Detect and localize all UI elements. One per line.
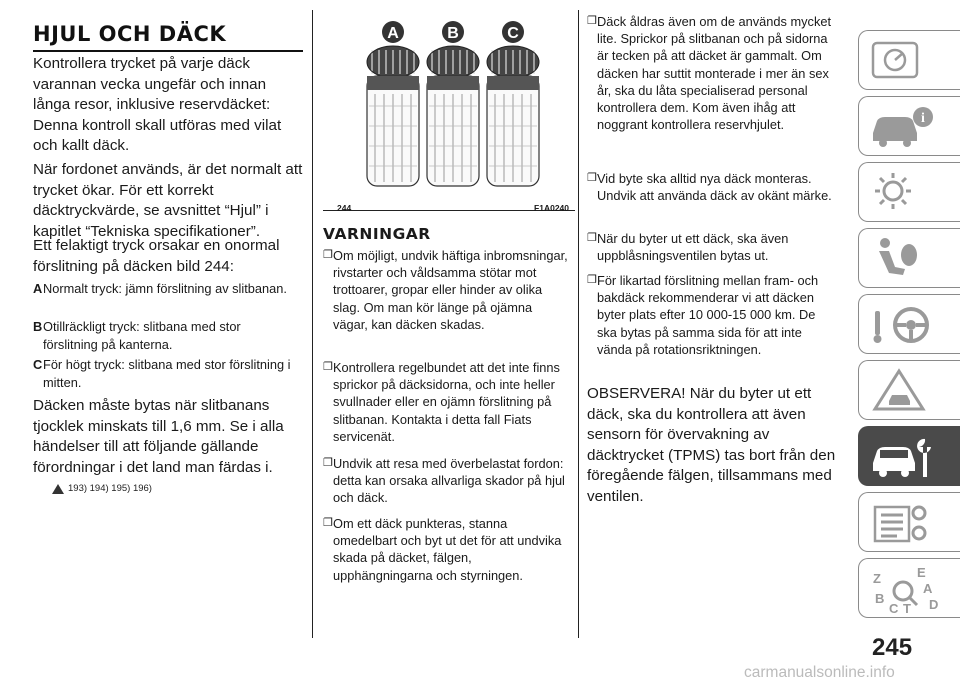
tyre-care-column xyxy=(578,10,846,638)
index-letter: E xyxy=(917,565,926,580)
tab-driving[interactable] xyxy=(858,294,960,354)
figure-label: A xyxy=(387,25,399,42)
index-letter: B xyxy=(875,591,885,606)
page-number: 245 xyxy=(872,634,913,661)
figure-number: 244 xyxy=(337,203,352,213)
list-item: ❐Om möjligt, undvik häftiga inbromsningar, rivstarter och våldsamma stötar mot trottoarer, gropar eller hinder av olika slag. Om man kör länge på ojämna vägar, kan däcken skadas. xyxy=(323,248,568,332)
paragraph-check-pressure: Kontrollera trycket på varje däck varannan vecka ungefär och innan långa resor, inklusive reservdäcket: Denna kontroll skall utföras med vilat och kallt däck. xyxy=(33,55,282,154)
tab-safety[interactable] xyxy=(858,228,960,288)
list-item: ❐Däck åldras även om de används mycket lite. Sprickor på slitbanan och på sidorna är tecken på att däcket är gammalt. Om däcken har suttit monterade i mer än sex år, ska du låta specialiserad personal kontrollera dem. Kom även ihåg att noggrant kontrollera reservhjulet. xyxy=(587,14,832,133)
checkbox-bullet-icon: ❐ xyxy=(587,172,597,184)
checkbox-bullet-icon: ❐ xyxy=(323,249,333,261)
checkbox-bullet-icon: ❐ xyxy=(323,517,333,529)
tyre-wear-figure xyxy=(323,10,575,211)
tab-dashboard[interactable] xyxy=(858,30,960,90)
paragraph-pressure-increase: När fordonet används, är det normalt att trycket ökar. För ett korrekt däcktryckvärde, se avsnittet “Hjul” i kapitlet “Tekniska specifikationer”. xyxy=(33,161,303,240)
tab-lights[interactable] xyxy=(858,162,960,222)
paragraph-replace-tyres: Däcken måste bytas när slitbanans tjocklek minskats till 1,6 mm. Se i alla händelser till att följande gällande förordningar i det land man färdas i. xyxy=(33,397,284,476)
index-letter: Z xyxy=(873,571,881,586)
list-item xyxy=(33,356,305,391)
svg-text:i: i xyxy=(921,111,925,126)
tyre-a xyxy=(367,21,419,186)
checkbox-bullet-icon: ❐ xyxy=(587,15,597,27)
list-item: ❐Undvik att resa med överbelastat fordon: detta kan orsaka allvarliga skador på hjul och däck. xyxy=(323,456,565,506)
lights-icon xyxy=(869,169,929,217)
checkbox-bullet-icon: ❐ xyxy=(323,457,333,469)
item-letter: B xyxy=(33,319,43,334)
figure-code: F1A0240 xyxy=(534,203,569,213)
tyre-b xyxy=(427,21,479,186)
tyre-c xyxy=(487,21,539,186)
list-item xyxy=(33,318,305,353)
item-letter: C xyxy=(33,357,43,372)
item-text: För högt tryck: slitbana med stor förslitning i mitten. xyxy=(43,357,291,390)
index-letter: A xyxy=(923,581,933,596)
item-text: Normalt tryck: jämn förslitning av slitbanan. xyxy=(43,281,287,296)
list-item: ❐Kontrollera regelbundet att det inte finns sprickor på däcksidorna, och inte heller svullnader eller en ojämn förslitning på slitbanan. Kontakta i detta fall Fiats servicenät. xyxy=(323,360,560,444)
tab-specifications[interactable] xyxy=(858,492,960,552)
warning-references xyxy=(52,483,152,494)
item-text: Otillräckligt tryck: slitbana med stor förslitning på kanterna. xyxy=(43,319,241,352)
tyre-wear-illustration xyxy=(323,10,575,200)
observe-note: OBSERVERA! När du byter ut ett däck, ska du kontrollera att även sensorn för övervakning av däcktrycket (TPMS) tas bort från den föregående fälgen, tillsammans med ventilen. xyxy=(587,385,836,505)
index-letter: D xyxy=(929,597,939,612)
checkbox-bullet-icon: ❐ xyxy=(323,361,333,373)
checkbox-bullet-icon: ❐ xyxy=(587,232,597,244)
dashboard-gauge-icon xyxy=(869,37,929,85)
index-letter: T xyxy=(903,601,911,616)
paragraph-wrong-pressure: Ett felaktigt tryck orsakar en onormal förslitning på däcken bild 244: xyxy=(33,237,280,275)
car-wrench-icon xyxy=(869,433,939,481)
list-item: ❐För likartad förslitning mellan fram- och bakdäck rekommenderar vi att däcken byter plats efter 10 000-15 000 km. De ska bytas på samma sida för att inte vända på rotationsriktningen. xyxy=(587,273,819,357)
tab-maintenance[interactable] xyxy=(858,426,960,486)
warnings-heading: VARNINGAR xyxy=(323,225,431,243)
list-item xyxy=(33,280,305,298)
warning-car-icon xyxy=(869,367,939,415)
tab-car-info[interactable] xyxy=(858,96,960,156)
reference-numbers: 193) 194) 195) 196) xyxy=(68,483,152,494)
list-item: ❐När du byter ut ett däck, ska även uppblåsningsventilen bytas ut. xyxy=(587,231,789,264)
index-letter: C xyxy=(889,601,899,616)
warnings-column xyxy=(312,10,574,638)
figure-label: C xyxy=(507,25,519,42)
list-item: ❐Vid byte ska alltid nya däck monteras. Undvik att använda däck av okänt märke. xyxy=(587,171,832,204)
airbag-seat-icon xyxy=(869,235,929,283)
index-letters-icon xyxy=(869,565,949,617)
page-title: HJUL OCH DÄCK xyxy=(33,22,303,52)
watermark: carmanualsonline.info xyxy=(744,664,895,681)
specs-list-icon xyxy=(869,499,939,547)
list-item: ❐Om ett däck punkteras, stanna omedelbart och byt ut det för att undvika skada på däcket, fälgen, upphängningarna och styrningen. xyxy=(323,516,562,583)
steering-wheel-icon xyxy=(869,301,939,349)
tab-emergency[interactable] xyxy=(858,360,960,420)
item-letter: A xyxy=(33,281,43,296)
tab-index[interactable] xyxy=(858,558,960,618)
checkbox-bullet-icon: ❐ xyxy=(587,274,597,286)
car-info-icon xyxy=(869,103,939,151)
figure-label: B xyxy=(447,25,459,42)
warning-triangle-icon xyxy=(52,484,64,494)
